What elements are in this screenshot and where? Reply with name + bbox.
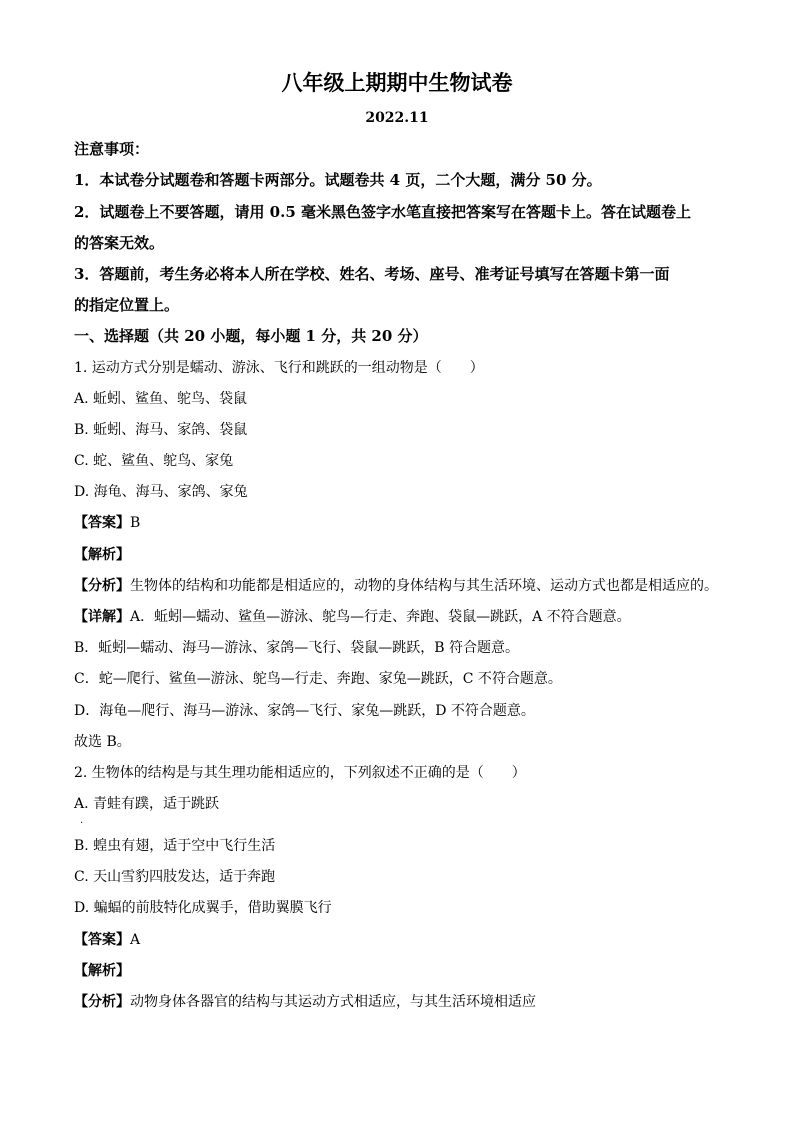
- q1-answer: [74, 513, 754, 533]
- q1-fenxi-text: 生物体的结构和功能都是相适应的，动物的身体结构与其生活环境、运动方式也都是相适应的。: [130, 578, 718, 594]
- q2-fenxi: [74, 992, 754, 1012]
- note-1: 1．本试卷分试题卷和答题卡两部分。试题卷共 4 页，二个大题，满分 50 分。: [74, 171, 602, 189]
- q1-xiangjie-tag: 【详解】: [74, 609, 130, 625]
- q1-xiangjie-c: C．蛇—爬行、鲨鱼—游泳、鸵鸟—行走、奔跑、家兔—跳跃，C 不符合题意。: [74, 671, 562, 687]
- stray-dot: .: [80, 815, 84, 826]
- exam-date: 2022.11: [365, 110, 429, 126]
- q1-conclusion: 故选 B。: [74, 734, 131, 750]
- q1-xiangjie-b: B．蚯蚓—蠕动、海马—游泳、家鸽—飞行、袋鼠—跳跃，B 符合题意。: [74, 640, 520, 656]
- q1-option-b: B. 蚯蚓、海马、家鸽、袋鼠: [74, 422, 248, 438]
- q1-option-a: A. 蚯蚓、鲨鱼、鸵鸟、袋鼠: [74, 391, 248, 407]
- note-3-line-2: 的指定位置上。: [74, 296, 180, 314]
- notes-heading: 注意事项：: [74, 140, 150, 158]
- q2-answer-value: A: [130, 932, 141, 948]
- q2-answer: [74, 930, 754, 950]
- q1-fenxi-tag: 【分析】: [74, 578, 130, 594]
- q1-fenxi: [74, 576, 754, 596]
- q2-fenxi-text: 动物身体各器官的结构与其运动方式相适应，与其生活环境相适应: [130, 994, 536, 1010]
- q2-option-c: C. 天山雪豹四肢发达，适于奔跑: [74, 869, 276, 885]
- q2-fenxi-tag: 【分析】: [74, 994, 130, 1010]
- q2-option-d: D. 蝙蝠的前肢特化成翼手，借助翼膜飞行: [74, 900, 332, 916]
- q2-analysis-tag: 【解析】: [74, 963, 130, 979]
- q1-xiangjie-d: D．海龟—爬行、海马—游泳、家鸽—飞行、家兔—跳跃，D 不符合题意。: [74, 703, 535, 719]
- q2-stem: 2. 生物体的结构是与其生理功能相适应的，下列叙述不正确的是（ ）: [74, 765, 526, 781]
- note-3-line-1: 3．答题前，考生务必将本人所在学校、姓名、考场、座号、准考证号填写在答题卡第一面: [74, 265, 670, 283]
- q1-answer-value: B: [130, 515, 141, 531]
- q1-option-c: C. 蛇、鲨鱼、鸵鸟、家兔: [74, 453, 234, 469]
- section-heading: 一、选择题（共 20 小题，每小题 1 分，共 20 分）: [74, 327, 428, 345]
- page-title: 八年级上期期中生物试卷: [281, 70, 513, 95]
- q1-xiangjie: [74, 607, 754, 627]
- q1-stem: 1. 运动方式分别是蠕动、游泳、飞行和跳跃的一组动物是（ ）: [74, 360, 484, 376]
- q1-option-d: D. 海龟、海马、家鸽、家兔: [74, 484, 248, 500]
- q2-option-a: A. 青蛙有蹼，适于跳跃: [74, 796, 220, 812]
- q1-xiangjie-a: A．蚯蚓—蠕动、鲨鱼—游泳、鸵鸟—行走、奔跑、袋鼠—跳跃，A 不符合题意。: [130, 609, 631, 625]
- note-2-line-1: 2．试题卷上不要答题，请用 0.5 毫米黑色签字水笔直接把答案写在答题卡上。答在试题卷上: [74, 203, 691, 221]
- q2-answer-tag: 【答案】: [74, 932, 130, 948]
- q1-answer-tag: 【答案】: [74, 515, 130, 531]
- q1-analysis-tag: 【解析】: [74, 547, 130, 563]
- q2-option-b: B. 蝗虫有翅，适于空中飞行生活: [74, 838, 276, 854]
- note-2-line-2: 的答案无效。: [74, 234, 165, 252]
